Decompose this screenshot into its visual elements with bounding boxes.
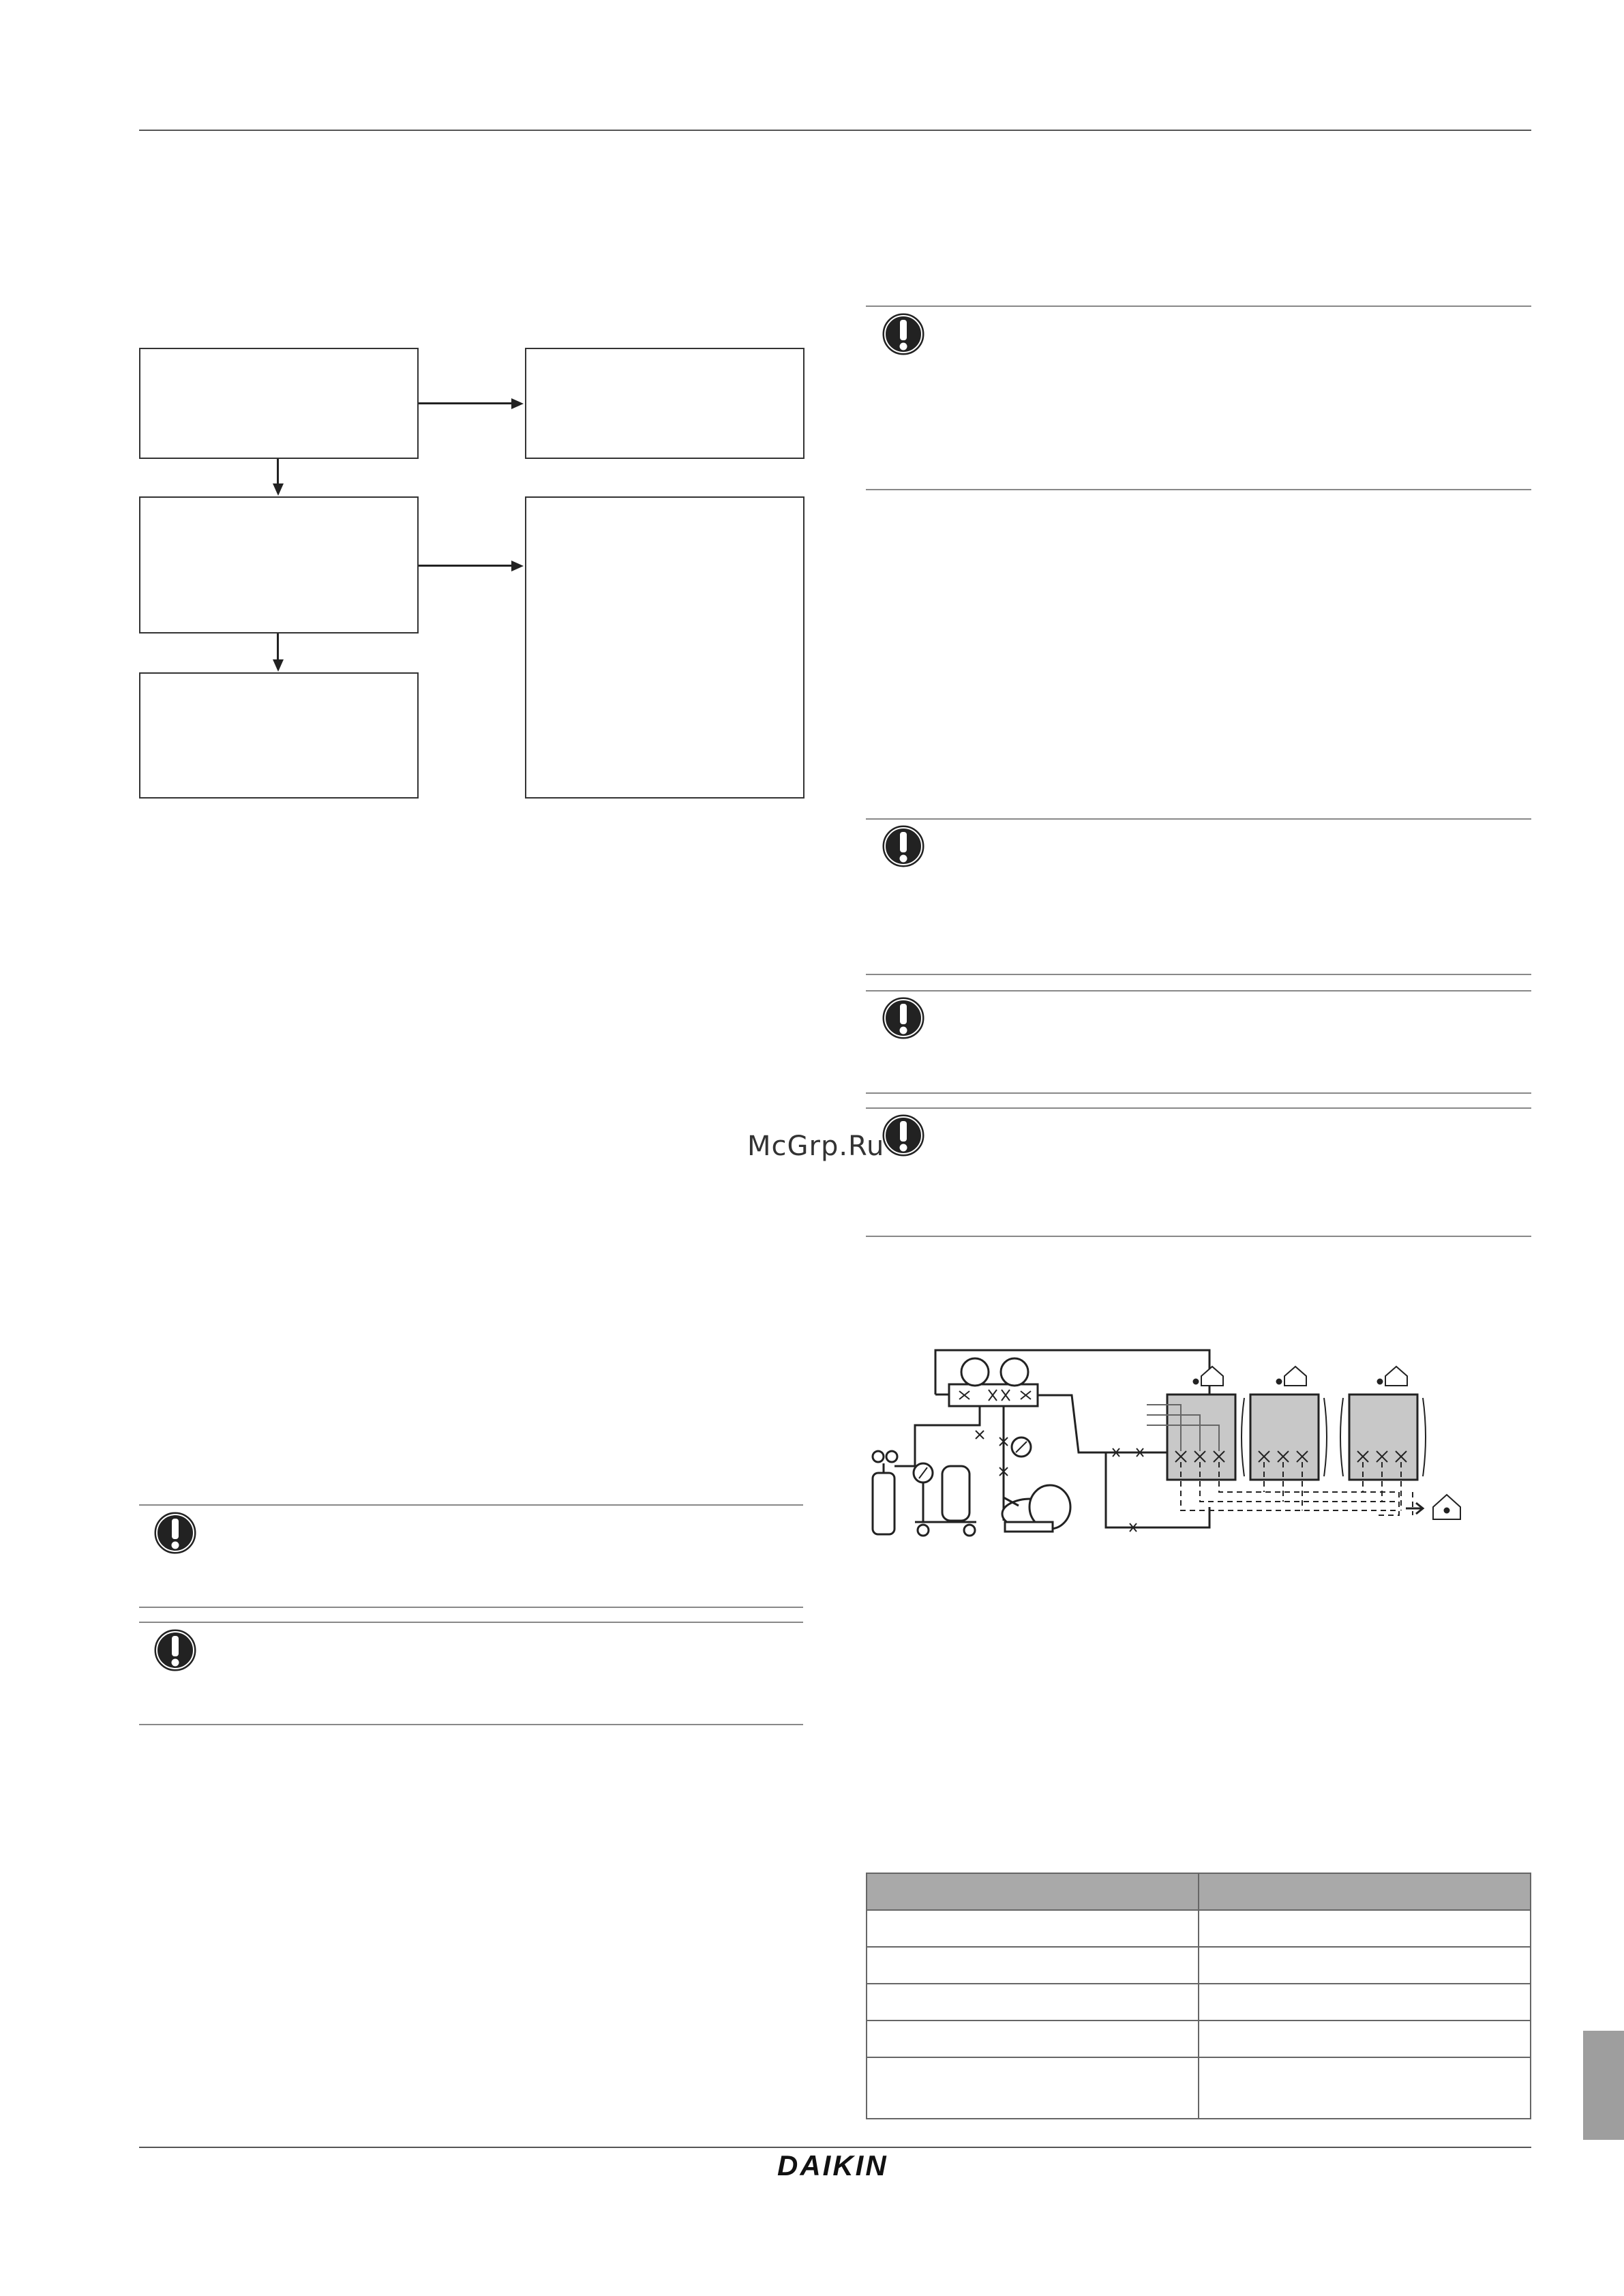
table-row — [867, 2057, 1531, 2119]
flowchart-box-1 — [139, 348, 419, 459]
table-cell — [867, 2021, 1199, 2057]
table-cell — [1199, 1910, 1531, 1947]
notice-rule — [866, 974, 1531, 975]
flowchart-box-2 — [525, 348, 805, 459]
notice-rule — [866, 305, 1531, 307]
flowchart-arrow-right-1 — [419, 402, 521, 404]
table-row — [867, 2021, 1531, 2057]
table-header-cell — [1199, 1873, 1531, 1910]
brand-logo: DAIKIN — [777, 2149, 888, 2181]
refrigerant-piping-vacuum-diagram — [860, 1337, 1474, 1544]
footer-rule — [139, 2147, 1531, 2148]
table-header-cell — [867, 1873, 1199, 1910]
table-row — [867, 1910, 1531, 1947]
flowchart-arrow-down-2 — [277, 633, 279, 669]
flowchart-box-5 — [139, 672, 419, 799]
notice-rule — [866, 489, 1531, 490]
notice-rule — [139, 1622, 803, 1623]
table-header-row — [867, 1873, 1531, 1910]
exclamation-circle-icon — [879, 822, 927, 873]
notice-rule — [139, 1607, 803, 1608]
exclamation-circle-icon — [151, 1626, 199, 1677]
notice-rule — [139, 1504, 803, 1506]
table-cell — [1199, 2021, 1531, 2057]
notice-rule — [866, 1092, 1531, 1094]
flowchart-arrow-down-1 — [277, 459, 279, 493]
table-cell — [867, 2057, 1199, 2119]
notice-rule — [866, 1236, 1531, 1237]
table-cell — [1199, 2057, 1531, 2119]
exclamation-circle-icon — [879, 994, 927, 1045]
table-cell — [1199, 1947, 1531, 1984]
watermark: McGrp.Ru — [747, 1131, 885, 1162]
table-cell — [867, 1947, 1199, 1984]
table-row — [867, 1947, 1531, 1984]
table-row — [867, 1984, 1531, 2021]
notice-rule — [866, 1107, 1531, 1109]
table-cell — [1199, 1984, 1531, 2021]
flowchart-box-4 — [525, 496, 805, 799]
table-cell — [867, 1984, 1199, 2021]
flowchart-box-3 — [139, 496, 419, 633]
table-cell — [867, 1910, 1199, 1947]
header-rule — [139, 130, 1531, 131]
exclamation-circle-icon — [879, 1112, 927, 1162]
exclamation-circle-icon — [879, 310, 927, 361]
exclamation-circle-icon — [151, 1509, 199, 1560]
notice-rule — [139, 1724, 803, 1725]
chapter-side-tab — [1583, 2031, 1624, 2140]
notice-rule — [866, 818, 1531, 820]
flowchart-arrow-right-2 — [419, 565, 521, 567]
spec-table — [866, 1873, 1531, 2119]
notice-rule — [866, 990, 1531, 992]
